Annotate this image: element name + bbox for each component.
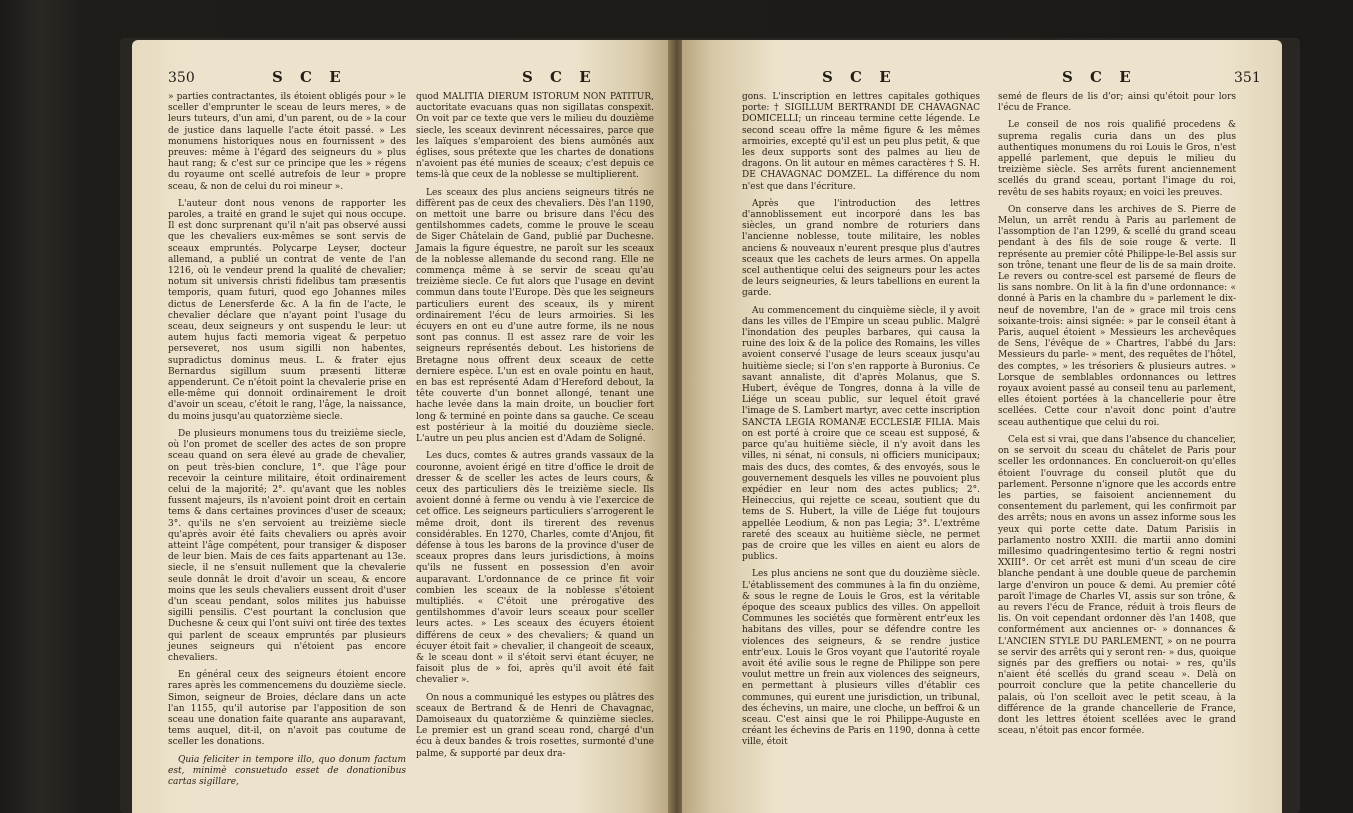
left-running-head-1: S C E (272, 68, 347, 86)
paragraph: Les sceaux des plus anciens seigneurs titrés ne diffèrent pas de ceux des chevaliers. Dès l'an 1190, on mettoit une barre ou brisure dans l'écu des gentilshommes cadets, comme le prouve le sceau de Siger Châtelain de Gand, publié par Duchesne. Jamais la figure équestre, ne paroît sur les sceaux de la noblesse allemande du second rang. Elle ne commença même à se servir de sceau qu'au treizième siecle. Ce fut alors que l'usage en devint commun dans toute l'Europe. Dès que les seigneurs particuliers eurent des sceaux, ils y mirent ordinairement l'écu de leurs armoiries. Si les écuyers en ont eu d'une autre forme, ils ne nous sont pas connus. Il est assez rare de voir les seigneurs représentés debout. Les historiens de Bretagne nous offrent deux sceaux de cette derniere espèce. L'un est en ovale pointu en haut, en bas est représenté Adam d'Hereford debout, la tête couverte d'un bonnet allongé, tenant une hache levée dans la main droite, un bouclier fort long & terminé en pointe dans sa gauche. Ce sceau est postérieur à la moitié du douzième siecle. L'autre un peu plus ancien est d'Adam de Soligné. (416, 187, 654, 445)
left-column-1 (168, 92, 406, 794)
paragraph: gons. L'inscription en lettres capitales gothiques porte: † SIGILLUM BERTRANDI DE CHAVAGNAC DOMICELLI; un rinceau termine cette légende. Le second sceau offre la même figure & les mêmes armoiries, excepté qu'il est un peu plus petit, & que les deux supports sont des palmes au lieu de dragons. On lit autour en mêmes caractères † S. H. DE CHAVAGNAC DOMZEL. La différence du nom n'est que dans l'écriture. (742, 92, 980, 192)
paragraph: Au commencement du cinquième siècle, il y avoit dans les villes de l'Empire un sceau public. Malgré l'inondation des peuples barbares, qui causa la ruine des loix & de la police des Romains, les villes avoient conservé l'usage de leurs sceaux jusqu'au huitième siecle; si l'on s'en rapporte à Buronius. Ce savant annaliste, dit d'après Molanus, que S. Hubert, évêque de Tongres, donna à la ville de Liége un sceau public, sur lequel étoit gravé l'image de S. Lambert martyr, avec cette inscription SANCTA LEGIA ROMANÆ ECCLESIÆ FILIA. Mais on est porté à croire que ce sceau est supposé, & parce qu'au huitième siècle, il n'y avoit dans les villes, ni sénat, ni consuls, ni officiers municipaux; mais des ducs, des comtes, & des envoyés, sous le gouvernement desquels les villes ne pouvoient plus expédier en leur nom des actes publics; 2°. Heineccius, qui rejette ce sceau, soutient que du tems de S. Hubert, la ville de Liége fut toujours appellée Leodium, & non pas Legia; 3°. L'extrême rareté des sceaux au huitième siècle, ne permet pas de croire que les villes en aient eu alors de publics. (742, 305, 980, 563)
right-running-head-1: S C E (822, 68, 897, 86)
left-page-number: 350 (168, 70, 195, 86)
right-page (682, 40, 1282, 813)
paragraph: Quia feliciter in tempore illo, quo donum factum est, minimè consuetudo esset de donationibus cartas sigillare, (168, 754, 406, 787)
paragraph: On conserve dans les archives de S. Pierre de Melun, un arrêt rendu à Paris au parlement de l'assomption de l'an 1299, & scellé du grand sceau pendant à des fils de soie rouge & verte. Il représente au premier côté Philippe-le-Bel assis sur son trône, tenant une fleur de lis de sa main droite. Le revers ou contre-scel est parsemé de fleurs de lis sans nombre. On lit à la fin d'une ordonnance: « donné à Paris en la chambre du » parlement le dix-neuf de novembre, l'an de » grace mil trois cens soixante-trois: ainsi signée: » par le conseil étant à Paris, auquel étoient » Messieurs les archevêques de Sens, l'évêque de » Chartres, l'abbé du Jars: Messieurs du parle- » ment, des requêtes de l'hôtel, des comptes, » les trésoriers & plusieurs autres. » Lorsque de semblables ordonnances ou lettres royaux avoient passé au conseil tenu au parlement, elles étoient portées à la chancellerie pour être scellées. Cette cour n'avoit donc point d'autre sceau authentique que celui du roi. (998, 204, 1236, 428)
paragraph: Le conseil de nos rois qualifié procedens & suprema regalis curia dans un des plus authentiques monumens du roi Louis le Gros, n'est appellé parlement, que depuis le milieu du treizième siècle. Ses arrêts furent anciennement scellés du grand sceau, portant l'image du roi, revêtu de ses habits royaux; en voici les preuves. (998, 120, 1236, 198)
paragraph: Après que l'introduction des lettres d'annoblissement eut incorporé dans les bas siècles, un grand nombre de roturiers dans l'ancienne noblesse, toute militaire, les nobles anciens & nouveaux n'eurent presque plus d'autres sceaux que les cachets de leurs armes. On appella scel authentique celui des seigneurs pour les actes de leurs seigneuries, & leurs tabellions en eurent la garde. (742, 198, 980, 299)
right-column-2 (998, 92, 1236, 743)
left-running-head-2: S C E (522, 68, 597, 86)
paragraph: On nous a communiqué les estypes ou plâtres des sceaux de Bertrand & de Henri de Chavagnac, Damoiseaux du quatorzième & quinzième siecles. Le premier est un grand sceau rond, chargé d'un écu à deux bandes & trois rosettes, surmonté d'une palme, & supporté par deux dra- (416, 692, 654, 759)
paragraph: semé de fleurs de lis d'or; ainsi qu'étoit pour lors l'écu de France. (998, 92, 1236, 114)
paragraph: » parties contractantes, ils étoient obligés pour » le sceller d'emprunter le sceau de leurs meres, » de leurs tuteurs, d'un ami, d'un parent, ou de » la cour de justice dans laquelle l'acte étoit passé. » Les monumens historiques nous en fournissent » des preuves: même à l'égard des seigneurs du » plus haut rang; & c'est sur ce principe que les » régens du royaume ont scellé autrefois de leur » propre sceau, & non de celui du roi mineur ». (168, 92, 406, 192)
left-page (132, 40, 672, 813)
paragraph: Cela est si vrai, que dans l'absence du chancelier, on se servoit du sceau du châtelet de Paris pour sceller les ordonnances. En conclueroit-on qu'elles étoient l'ouvrage du conseil plutôt que du parlement. Personne n'ignore que les accords entre les parties, se faisoient anciennement du consentement du parlement, qui les confirmoit par des arrêts; nous en avons un assez informe sous les yeux qui porte cette date. Datum Parisiis in parlamento nostro XXIII. die martii anno domini millesimo quadringentesimo tertio & regni nostri XXIII°. Or cet arrêt est muni d'un sceau de cire blanche pendant à une double queue de parchemin large d'environ un pouce & demi. Au premier côté paroît l'image de Charles VI, assis sur son trône, & au revers l'écu de France, réduit à trois fleurs de lis. On voit cependant ordonner dès l'an 1408, que conformément aux anciennes or- » donnances & L'ANCIEN STYLE DU PARLEMENT, » on ne pourra se servir des arrêts qui y seront ren- » dus, quoique signés par des greffiers ou notai- » res, qu'ils n'aient été scellés du grand sceau ». Delà on pourroit conclure que la petite chancellerie du palais, où l'on scelloit avec le petit sceau, à la différence de la grande chancellerie de France, dont les lettres étoient scellées avec le grand sceau, n'étoit pas encor formée. (998, 434, 1236, 737)
paragraph: quod MALITIA DIERUM ISTORUM NON PATITUR, auctoritate evacuans quas non sigillatas conspexit. On voit par ce texte que vers le milieu du douzième siecle, les sceaux devinrent nécessaires, parce que les laïques s'emparoient des biens aumônés aux églises, sous prétexte que les chartes de donations n'avoient pas été munies de sceaux; c'est depuis ce tems-là que ceux de la noblesse se multiplierent. (416, 92, 654, 181)
paragraph: Les plus anciens ne sont que du douzième siècle. L'établissement des communes à la fin du onzième, & sous le regne de Louis le Gros, est la véritable époque des sceaux publics des villes. On appelloit Communes les sociétés que formèrent entr'eux les habitans des villes, pour se défendre contre les violences des seigneurs, & se rendre justice entr'eux. Louis le Gros voyant que l'autorité royale avoit été avilie sous le regne de Philippe son pere voulut mettre un frein aux violences des seigneurs, en permettant à plusieurs villes d'établir ces communes, qui eurent une jurisdiction, un tribunal, des échevins, un maire, une cloche, un beffroi & un sceau. C'est ainsi que le roi Philippe-Auguste en créant les échevins de Paris en 1190, donna à cette ville, étoit (742, 569, 980, 748)
right-column-1 (742, 92, 980, 755)
left-column-2 (416, 92, 654, 766)
right-running-head-2: S C E (1062, 68, 1137, 86)
paragraph: Les ducs, comtes & autres grands vassaux de la couronne, avoient érigé en titre d'office le droit de dresser & de sceller les actes de leurs cours, & ceux des particuliers dès le treizième siecle. Ils avoient donné à ferme ou vendu à vie l'exercice de cet office. Les seigneurs particuliers s'arrogerent le même droit, dont ils tirerent des revenus considérables. En 1270, Charles, comte d'Anjou, fit défense à tous les barons de la province d'user de sceaux propres dans leurs jurisdictions, à moins qu'ils ne fussent en possession d'en avoir auparavant. L'ordonnance de ce prince fit voir combien les sceaux de la noblesse s'étoient multipliés. « C'étoit une prérogative des gentilshommes d'avoir leurs sceaux pour sceller leurs actes. » Les sceaux des écuyers étoient différens de ceux » des chevaliers; & quand un écuyer étoit fait » chevalier, il changeoit de sceaux, & le sceau dont » il s'étoit servi étant écuyer, ne faisoit plus de » foi, après qu'il avoit été fait chevalier ». (416, 451, 654, 686)
paragraph: De plusieurs monumens tous du treizième siecle, où l'on promet de sceller des actes de son propre sceau quand on sera élevé au grade de chevalier, on peut très-bien conclure, 1°. que l'âge pour recevoir la ceinture militaire, étoit ordinairement celui de la majorité; 2°. qu'avant que les nobles fussent majeurs, ils n'avoient point droit en certain tems & dans certaines provinces d'user de sceaux; 3°. qu'ils ne s'en servoient au treizième siecle qu'après avoir été faits chevaliers ou après avoir atteint l'âge compétent, pour transiger & disposer de leur bien. Mais de ces faits appartenant au 13e. siecle, il ne s'ensuit nullement que la chevalerie seule donnât le droit d'avoir un sceau, & encore moins que les seuls chevaliers eussent droit d'user d'un sceau pendant, solos milites jus habuisse sigilli pensilis. C'est pourtant la conclusion que Duchesne & ceux qui l'ont suivi ont tirée des textes qui parlent de sceaux empruntés par plusieurs jeunes seigneurs qui n'étoient pas encore chevaliers. (168, 428, 406, 663)
paragraph: L'auteur dont nous venons de rapporter les paroles, a traité en grand le sujet qui nous occupe. Il est donc surprenant qu'il n'ait pas observé aussi que les chevaliers eux-mêmes se sont servis de sceaux empruntés. Polycarpe Leyser, docteur allemand, a publié un contrat de vente de l'an 1216, où le vendeur prend la qualité de chevalier; notum sit universis christi fidelibus tam præsentis temporis, quam futuri, quod ego Johannes miles dictus de Lenersferde &c. A la fin de l'acte, le chevalier déclare que n'ayant point l'usage du sceau, deux seigneurs y ont suspendu le leur: ut autem hujus facti memoria vigeat & perpetuo perseveret, nos usum sigilli non habentes, supradictus dominus meus. L. & frater ejus Bernardus sigillum suum præsenti litteræ appenderunt. Ce n'étoit point la chevalerie prise en elle-même qui donnoit ordinairement le droit d'avoir un sceau, c'étoit le rang, l'âge, la naissance, du moins jusqu'au quatorzième siecle. (168, 198, 406, 422)
right-page-number: 351 (1234, 70, 1261, 86)
paragraph: En général ceux des seigneurs étoient encore rares après les commencemens du douzième siecle. Simon, seigneur de Broies, déclare dans un acte l'an 1155, qu'il autorise par l'apposition de son sceau une donation faite quarante ans auparavant, tems auquel, dit-il, on n'avoit pas coutume de sceller les donations. (168, 670, 406, 748)
